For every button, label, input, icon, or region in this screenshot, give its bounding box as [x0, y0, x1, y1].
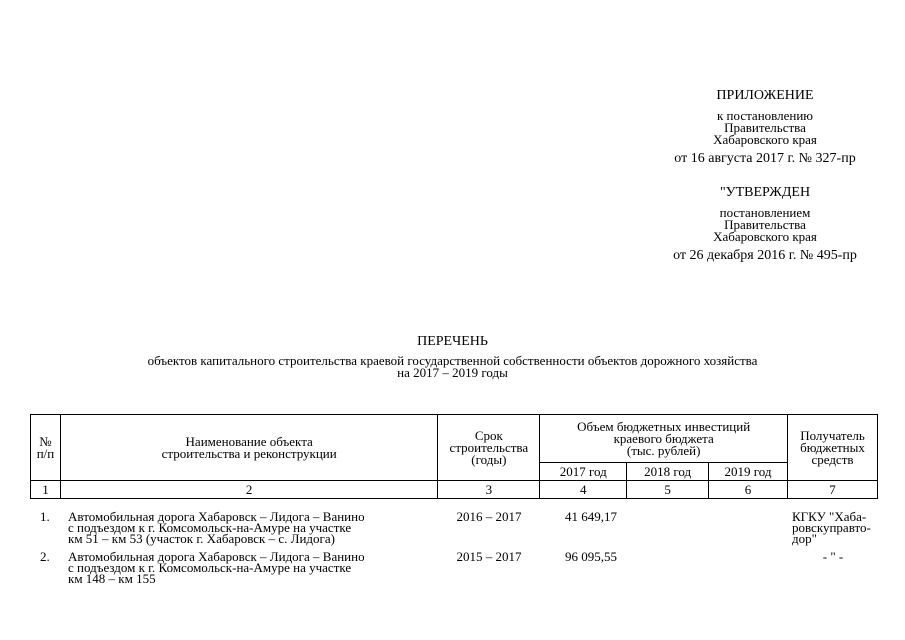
header-name: Наименование объекта строительства и реконструкции [60, 415, 437, 481]
annex-line2: Правительства [724, 120, 806, 135]
annex-date: от 16 августа 2017 г. № 327-пр [674, 151, 856, 166]
col-number-3: 3 [438, 481, 540, 499]
row-number: 1. [40, 509, 50, 524]
table-row [30, 548, 878, 588]
header-year-2018: 2018 год [627, 463, 709, 481]
approved-date: от 26 декабря 2016 г. № 495-пр [673, 248, 857, 263]
row-term: 2015 – 2017 [456, 549, 522, 564]
row-recipient: КГКУ "Хаба- ровскуправто- дор" [792, 509, 871, 546]
annex-heading: ПРИЛОЖЕНИЕ [716, 88, 814, 103]
row-2019 [709, 548, 788, 588]
document-title [60, 334, 845, 379]
col-number-6: 6 [709, 481, 788, 499]
approved-block [640, 185, 890, 264]
header-table [30, 414, 878, 499]
header-year-2017: 2017 год [540, 463, 627, 481]
approved-line2: Правительства [724, 217, 806, 232]
row-2017: 96 095,55 [565, 549, 617, 564]
col-number-5: 5 [627, 481, 709, 499]
col-number-2: 2 [60, 481, 437, 499]
approved-heading: "УТВЕРЖДЕН [719, 185, 811, 200]
data-table [30, 508, 878, 588]
col-number-7: 7 [788, 481, 878, 499]
row-2019 [709, 508, 788, 548]
table-row [30, 508, 878, 548]
row-2017: 41 649,17 [565, 509, 617, 524]
row-name: Автомобильная дорога Хабаровск – Лидога – Ванино с подъездом к г. Комсомольск-на-Амуре на участке км 148 – км 155 [68, 549, 365, 586]
title-heading: ПЕРЕЧЕНЬ [417, 334, 488, 349]
title-line2: на 2017 – 2019 годы [397, 365, 508, 380]
approved-line3: Хабаровского края [713, 229, 817, 244]
column-number-row [31, 481, 878, 499]
header-volume: Объем бюджетных инвестиций краевого бюджета (тыс. рублей) [540, 415, 788, 463]
row-number: 2. [40, 549, 50, 564]
row-name: Автомобильная дорога Хабаровск – Лидога – Ванино с подъездом к г. Комсомольск-на-Амуре на участке км 51 – км 53 (участок г. Хабаровск – с. Лидога) [68, 509, 365, 546]
annex-line3: Хабаровского края [713, 132, 817, 147]
header-num: № п/п [31, 415, 61, 481]
col-number-4: 4 [540, 481, 627, 499]
title-line1: объектов капитального строительства краевой государственной собственности объектов дорожного хозяйства [147, 353, 758, 368]
header-term: Срок строительства (годы) [438, 415, 540, 481]
col-number-1: 1 [31, 481, 61, 499]
header-recipient: Получатель бюджетных средств [788, 415, 878, 481]
header-year-2019: 2019 год [709, 463, 788, 481]
approved-line1: постановлением [719, 205, 811, 220]
row-2018 [627, 548, 709, 588]
annex-block [640, 88, 890, 167]
annex-line1: к постановлению [716, 108, 814, 123]
row-recipient: - " - [822, 549, 844, 564]
row-term: 2016 – 2017 [456, 509, 522, 524]
row-2018 [627, 508, 709, 548]
